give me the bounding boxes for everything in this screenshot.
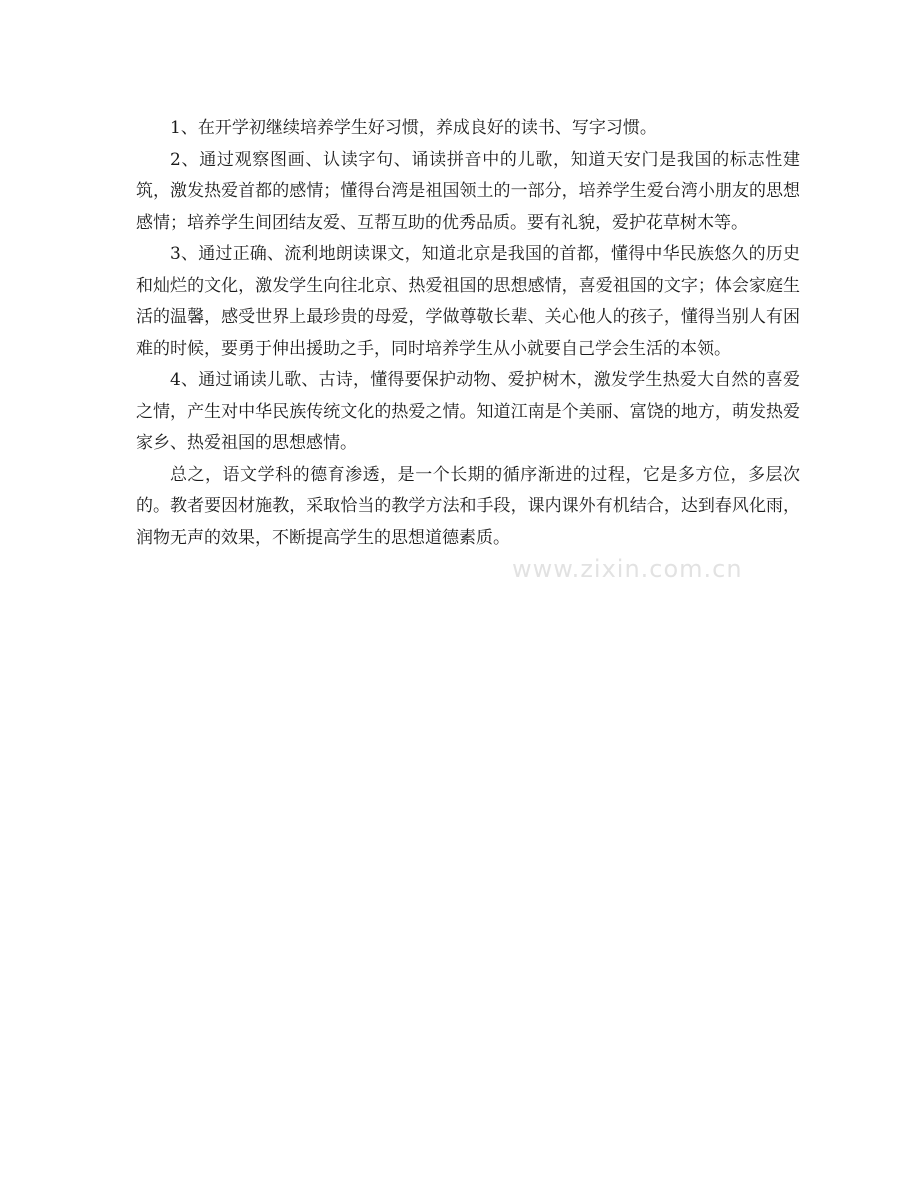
paragraph-item-1: 1、在开学初继续培养学生好习惯，养成良好的读书、写字习惯。 <box>170 118 657 138</box>
document-body <box>136 113 800 554</box>
paragraph-item-3: 3、通过正确、流利地朗读课文，知道北京是我国的首都，懂得中华民族悠久的历史和灿烂的文化，激发学生向往北京、热爱祖国的思想感情，喜爱祖国的文字；体会家庭生活的温馨，感受世界上最珍贵的母爱，学做尊敬长辈、关心他人的孩子，懂得当别人有困难的时候，要勇于伸出援助之手，同时培养学生从小就要自己学会生活的本领。 <box>136 244 800 359</box>
watermark-text: www.zixin.com.cn <box>512 555 743 583</box>
paragraph-item-4: 4、通过诵读儿歌、古诗，懂得要保护动物、爱护树木，激发学生热爱大自然的喜爱之情，产生对中华民族传统文化的热爱之情。知道江南是个美丽、富饶的地方，萌发热爱家乡、热爱祖国的思想感情。 <box>136 370 800 453</box>
paragraph-item-2: 2、通过观察图画、认读字句、诵读拼音中的儿歌，知道天安门是我国的标志性建筑，激发热爱首都的感情；懂得台湾是祖国领土的一部分，培养学生爱台湾小朋友的思想感情；培养学生间团结友爱、互帮互助的优秀品质。要有礼貌，爱护花草树木等。 <box>136 149 800 233</box>
paragraph-summary: 总之，语文学科的德育渗透，是一个长期的循序渐进的过程，它是多方位，多层次的。教者要因材施教，采取恰当的教学方法和手段，课内课外有机结合，达到春风化雨，润物无声的效果，不断提高学生的思想道德素质。 <box>136 464 800 548</box>
